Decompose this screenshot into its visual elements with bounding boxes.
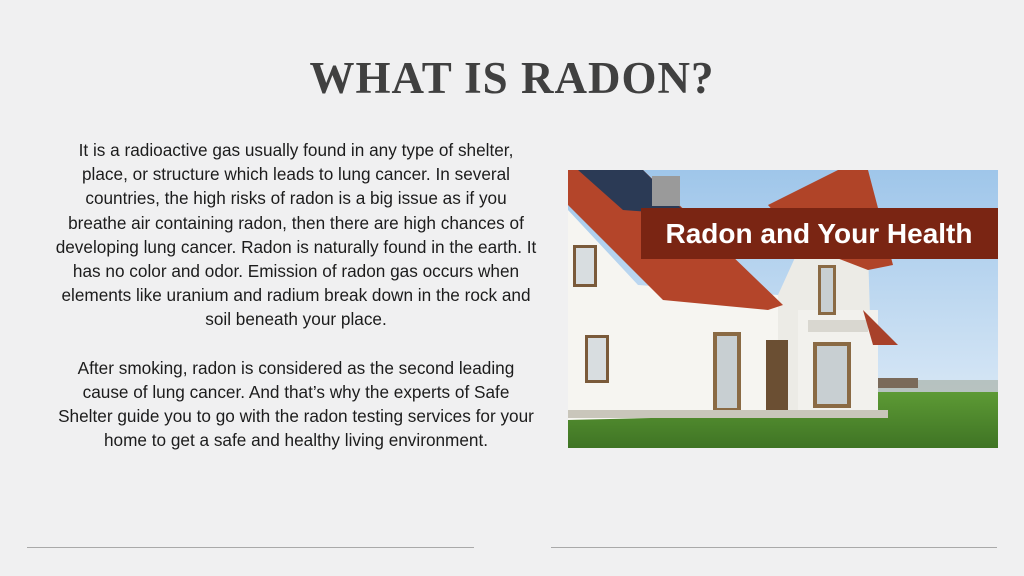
patio-door-glass <box>817 346 847 404</box>
divider-right <box>551 547 997 548</box>
banner-text: Radon and Your Health <box>665 218 973 249</box>
terrace <box>568 410 888 418</box>
body-text <box>55 138 537 452</box>
house-illustration <box>568 170 998 448</box>
paragraph-intro: It is a radioactive gas usually found in any type of shelter, place, or structure which leads to lung cancer. In several countries, the high risks of radon is a big issue as if you breathe air containing radon, then there are high chances of developing lung cancer. Radon is naturally found in the earth. It has no color and odor. Emission of radon gas occurs when elements like uranium and radium break down in the rock and soil beneath your place. <box>55 140 537 330</box>
balcony <box>808 320 868 332</box>
window-glass <box>576 248 594 284</box>
window-glass <box>588 338 606 380</box>
radon-house-image <box>568 170 998 448</box>
divider-left <box>27 547 474 548</box>
chimney <box>652 176 680 206</box>
paragraph-smoking: After smoking, radon is considered as the second leading cause of lung cancer. And that’s why the experts of Safe Shelter guide you to go with the radon testing services for your home to get a safe and healthy living environment. <box>58 357 534 451</box>
door-glass <box>717 336 737 408</box>
door <box>766 340 788 410</box>
upper-window-glass <box>821 268 833 312</box>
slide-title: WHAT IS RADON? <box>309 53 715 103</box>
